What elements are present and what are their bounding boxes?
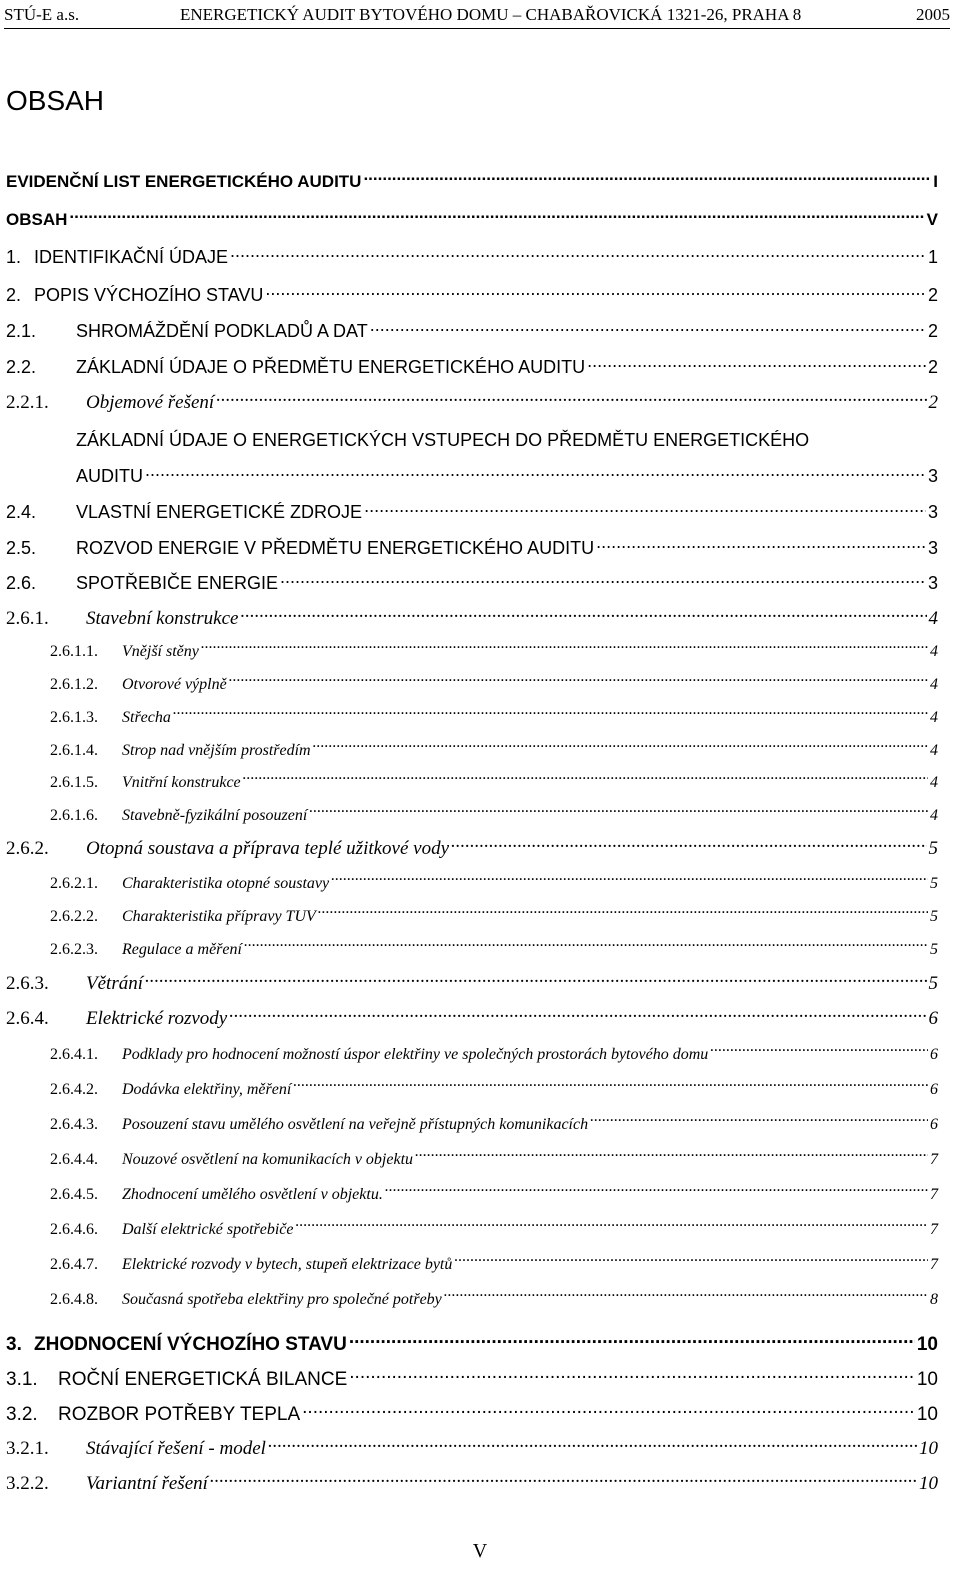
toc-entry-title: Variantní řešení xyxy=(86,1473,208,1494)
toc-entry-title: Otopná soustava a příprava teplé užitkové vody xyxy=(86,838,450,859)
toc-entry[interactable] xyxy=(6,497,938,527)
toc-dot-leader xyxy=(451,835,926,854)
toc-entry-number: 2.6.1.2. xyxy=(50,676,98,693)
toc-entry-title: Charakteristika otopné soustavy xyxy=(122,875,330,892)
toc-entry-number: 2.6.2.2. xyxy=(50,908,98,925)
toc-entry-number: 2.6.1.4. xyxy=(50,742,98,759)
toc-entry-number: 2.6.1.1. xyxy=(50,643,98,660)
toc-entry-number: 2.6.1.6. xyxy=(50,807,98,824)
toc-entry-page-number: 2 xyxy=(927,285,938,305)
toc-entry-number: 2.6.2.3. xyxy=(50,941,98,958)
toc-entry-title: Objemové řešení xyxy=(86,392,215,413)
header-company: STÚ-E a.s. xyxy=(4,5,80,24)
toc-entry-number: 3. xyxy=(6,1334,22,1355)
toc-entry-number: 2.6.1.5. xyxy=(50,774,98,791)
toc-entry[interactable] xyxy=(6,969,938,999)
toc-entry[interactable] xyxy=(6,1365,938,1395)
toc-entry-page-number: 4 xyxy=(930,774,938,791)
toc-entry[interactable] xyxy=(50,1285,938,1315)
toc-entry-page-number: 7 xyxy=(930,1221,938,1238)
toc-entry-title: Dodávka elektřiny, měření xyxy=(122,1081,292,1098)
toc-dot-leader xyxy=(596,536,926,554)
toc-entry[interactable] xyxy=(6,316,938,346)
toc-entry[interactable] xyxy=(50,637,938,667)
header-year: 2005 xyxy=(916,5,950,24)
toc-entry[interactable] xyxy=(50,1110,938,1140)
toc-entry[interactable] xyxy=(50,1075,938,1105)
toc-dot-leader xyxy=(145,464,926,482)
toc-entry-page-number: 8 xyxy=(930,1291,938,1308)
toc-dot-leader xyxy=(293,1078,928,1094)
page-number-footer: V xyxy=(472,1540,488,1562)
toc-entry-number: 2.6.4.3. xyxy=(50,1116,98,1133)
toc-entry-number: 3.2. xyxy=(6,1404,38,1425)
toc-entry-title: EVIDENČNÍ LIST ENERGETICKÉHO AUDITU xyxy=(6,172,362,191)
toc-entry-page-number: 5 xyxy=(930,908,938,925)
toc-dot-leader xyxy=(268,1435,917,1454)
toc-dot-leader xyxy=(280,571,926,589)
toc-entry[interactable] xyxy=(6,1330,938,1360)
toc-entry[interactable] xyxy=(50,801,938,831)
page-title: OBSAH xyxy=(6,85,105,116)
toc-entry-title: Posouzení stavu umělého osvětlení na veřejně přístupných komunikacích xyxy=(122,1116,589,1133)
toc-entry-number: 2.6. xyxy=(6,573,37,593)
toc-entry-title: Současná spotřeba elektřiny pro společné potřeby xyxy=(122,1291,442,1308)
toc-entry-title: Větrání xyxy=(86,973,143,994)
toc-entry-number: 2.4. xyxy=(6,502,37,522)
toc-entry-number: 2.6.4.1. xyxy=(50,1046,98,1063)
toc-entry-page-number: 2 xyxy=(928,392,938,413)
toc-entry-number: 2.6.3. xyxy=(6,973,49,994)
toc-dot-leader xyxy=(265,283,926,301)
toc-entry-page-number: 7 xyxy=(930,1256,938,1273)
toc-entry-page-number: 10 xyxy=(919,1438,938,1459)
toc-entry-title: Strop nad vnějším prostředím xyxy=(122,742,311,759)
toc-dot-leader xyxy=(201,640,928,656)
toc-dot-leader xyxy=(454,1253,928,1269)
toc-dot-leader xyxy=(210,1470,917,1489)
toc-entry[interactable] xyxy=(50,1215,938,1245)
toc-entry[interactable] xyxy=(6,242,938,272)
toc-entry[interactable] xyxy=(6,604,938,634)
toc-entry-title: Elektrické rozvody xyxy=(86,1008,228,1029)
toc-entry[interactable] xyxy=(50,768,938,798)
toc-dot-leader xyxy=(349,1331,915,1350)
toc-entry-title: VLASTNÍ ENERGETICKÉ ZDROJE xyxy=(76,502,363,522)
toc-entry-page-number: 7 xyxy=(930,1151,938,1168)
toc-entry[interactable] xyxy=(50,670,938,700)
toc-entry[interactable] xyxy=(6,280,938,310)
toc-entry-page-number: 3 xyxy=(927,538,938,558)
toc-entry[interactable] xyxy=(6,388,938,418)
toc-entry-title: Stavebně-fyzikální posouzení xyxy=(122,807,308,824)
toc-entry-title: Stávající řešení - model xyxy=(86,1438,266,1459)
toc-entry-title: IDENTIFIKAČNÍ ÚDAJE xyxy=(34,247,229,267)
toc-dot-leader xyxy=(364,500,926,518)
toc-entry-page-number: 6 xyxy=(930,1081,938,1098)
toc-dot-leader xyxy=(318,905,928,921)
toc-dot-leader xyxy=(173,706,928,722)
toc-entry-page-number: 4 xyxy=(930,742,938,759)
toc-entry-page-number: 5 xyxy=(928,838,938,859)
toc-entry-title: Elektrické rozvody v bytech, stupeň elektrizace bytů xyxy=(122,1256,453,1273)
toc-entry[interactable] xyxy=(6,205,938,235)
toc-dot-leader xyxy=(309,804,928,820)
toc-dot-leader xyxy=(710,1043,928,1059)
toc-entry-number: 2.6.4.5. xyxy=(50,1186,98,1203)
toc-dot-leader xyxy=(69,208,924,225)
toc-dot-leader xyxy=(216,389,926,408)
toc-entry-page-number: 10 xyxy=(919,1473,938,1494)
toc-dot-leader xyxy=(145,970,927,989)
toc-entry-page-number: 10 xyxy=(916,1404,938,1425)
toc-entry-title-continued: AUDITU xyxy=(76,466,143,486)
toc-entry[interactable] xyxy=(50,703,938,733)
toc-dot-leader xyxy=(313,739,928,755)
toc-entry-title: Stavební konstrukce xyxy=(86,608,239,629)
toc-entry[interactable] xyxy=(76,461,938,491)
toc-entry[interactable] xyxy=(6,167,938,197)
toc-entry-number: 2.6.4. xyxy=(6,1008,49,1029)
toc-entry-number: 2.1. xyxy=(6,321,37,341)
toc-entry[interactable] xyxy=(50,935,938,965)
toc-dot-leader xyxy=(230,245,926,263)
header-document-title: ENERGETICKÝ AUDIT BYTOVÉHO DOMU – CHABAŘOVICKÁ 1321-26, PRAHA 8 xyxy=(180,5,802,24)
toc-entry[interactable] xyxy=(6,1400,938,1430)
toc-entry[interactable] xyxy=(50,1250,938,1280)
toc-entry-number: 2.6.1.3. xyxy=(50,709,98,726)
toc-entry-title: Vnitřní konstrukce xyxy=(122,774,241,791)
toc-entry[interactable] xyxy=(6,533,938,563)
toc-dot-leader xyxy=(244,938,928,954)
toc-entry-page-number: 3 xyxy=(927,466,938,486)
toc-dot-leader xyxy=(444,1288,928,1304)
toc-entry-number: 2.2. xyxy=(6,357,37,377)
toc-entry[interactable] xyxy=(50,1040,938,1070)
toc-entry-page-number: 10 xyxy=(916,1369,938,1390)
toc-entry-number: 2.6.2.1. xyxy=(50,875,98,892)
toc-entry[interactable] xyxy=(50,869,938,899)
toc-entry-page-number: 1 xyxy=(927,247,938,267)
toc-entry-page-number: 6 xyxy=(930,1116,938,1133)
toc-entry[interactable] xyxy=(6,568,938,598)
toc-entry-number: 2.6.4.6. xyxy=(50,1221,98,1238)
toc-entry[interactable] xyxy=(6,1469,938,1499)
toc-dot-leader xyxy=(229,1005,926,1024)
toc-entry[interactable] xyxy=(50,1145,938,1175)
toc-entry-page-number: 4 xyxy=(930,676,938,693)
toc-entry-page-number: 4 xyxy=(928,608,938,629)
toc-entry-page-number: 6 xyxy=(930,1046,938,1063)
toc-entry-page-number: 6 xyxy=(928,1008,938,1029)
toc-entry-number: 2.6.1. xyxy=(6,608,49,629)
toc-entry-page-number: 4 xyxy=(930,643,938,660)
toc-entry-number: 2.6.4.8. xyxy=(50,1291,98,1308)
toc-entry-page-number: 4 xyxy=(930,709,938,726)
toc-entry-title: ZHODNOCENÍ VÝCHOZÍHO STAVU xyxy=(34,1334,347,1355)
toc-entry[interactable] xyxy=(50,736,938,766)
toc-entry-number: 3.2.2. xyxy=(6,1473,49,1494)
toc-entry-number: 3.2.1. xyxy=(6,1438,49,1459)
toc-entry-page-number: 2 xyxy=(927,357,938,377)
toc-entry-page-number: I xyxy=(933,172,938,191)
toc-entry-number: 2.5. xyxy=(6,538,37,558)
toc-entry-number: 2.6.4.4. xyxy=(50,1151,98,1168)
toc-entry-title: Střecha xyxy=(122,709,171,726)
toc-dot-leader xyxy=(331,872,928,888)
toc-dot-leader xyxy=(415,1148,928,1164)
toc-dot-leader xyxy=(229,673,928,689)
toc-entry-title: ROČNÍ ENERGETICKÁ BILANCE xyxy=(58,1369,348,1390)
toc-entry-title: OBSAH xyxy=(6,210,68,229)
toc-entry[interactable] xyxy=(6,834,938,864)
toc-entry-page-number: 2 xyxy=(927,321,938,341)
toc-entry-title: ROZVOD ENERGIE V PŘEDMĚTU ENERGETICKÉHO AUDITU xyxy=(76,538,595,558)
toc-entry-title: ZÁKLADNÍ ÚDAJE O PŘEDMĚTU ENERGETICKÉHO AUDITU xyxy=(76,357,586,377)
toc-entry-title: Podklady pro hodnocení možností úspor elektřiny ve společných prostorách bytového domu xyxy=(122,1046,709,1063)
toc-entry-title: Charakteristika přípravy TUV xyxy=(122,908,316,925)
toc-entry-page-number: 4 xyxy=(930,807,938,824)
toc-entry[interactable] xyxy=(6,1434,938,1464)
running-header xyxy=(4,2,950,29)
toc-entry-page-number: 10 xyxy=(916,1334,938,1355)
toc-entry-title: ROZBOR POTŘEBY TEPLA xyxy=(58,1404,301,1425)
toc-dot-leader xyxy=(349,1366,915,1385)
toc-dot-leader xyxy=(363,170,931,187)
toc-entry-page-number: 7 xyxy=(930,1186,938,1203)
toc-entry-number: 3.1. xyxy=(6,1369,38,1390)
toc-dot-leader xyxy=(385,1183,928,1199)
toc-entry[interactable] xyxy=(50,902,938,932)
toc-entry-title: Regulace a měření xyxy=(122,941,242,958)
toc-dot-leader xyxy=(587,355,926,373)
toc-entry-number: 2.6.4.7. xyxy=(50,1256,98,1273)
toc-entry[interactable] xyxy=(50,1180,938,1210)
toc-entry-title: Vnější stěny xyxy=(122,643,199,660)
toc-entry-number: 2.2.1. xyxy=(6,392,49,413)
toc-entry-page-number: 3 xyxy=(927,502,938,522)
toc-entry-title: SHROMÁŽDĚNÍ PODKLADŮ A DAT xyxy=(76,321,368,341)
toc-dot-leader xyxy=(240,605,926,624)
toc-entry-title: POPIS VÝCHOZÍHO STAVU xyxy=(34,285,264,305)
toc-entry-number: 2. xyxy=(6,285,22,305)
toc-entry-title: Otvorové výplně xyxy=(122,676,227,693)
toc-entry-title: Nouzové osvětlení na komunikacích v objektu xyxy=(122,1151,414,1168)
toc-entry-page-number: 5 xyxy=(928,973,938,994)
toc-dot-leader xyxy=(302,1401,915,1420)
toc-entry-number: 2.6.4.2. xyxy=(50,1081,98,1098)
toc-entry-title: SPOTŘEBIČE ENERGIE xyxy=(76,573,279,593)
toc-dot-leader xyxy=(243,771,928,787)
toc-entry-page-number: 3 xyxy=(927,573,938,593)
toc-entry-number: 1. xyxy=(6,247,22,267)
toc-entry[interactable] xyxy=(6,1004,938,1034)
toc-dot-leader xyxy=(590,1113,928,1129)
toc-entry-title: ZÁKLADNÍ ÚDAJE O ENERGETICKÝCH VSTUPECH DO PŘEDMĚTU ENERGETICKÉHO xyxy=(76,430,810,450)
toc-entry-title: Zhodnocení umělého osvětlení v objektu. xyxy=(122,1186,383,1203)
toc-entry-page-number: 5 xyxy=(930,941,938,958)
toc-entry-page-number: 5 xyxy=(930,875,938,892)
toc-dot-leader xyxy=(296,1218,929,1234)
toc-entry-page-number: V xyxy=(926,210,938,229)
toc-dot-leader xyxy=(370,319,926,337)
toc-entry-number: 2.6.2. xyxy=(6,838,49,859)
toc-entry-title: Další elektrické spotřebiče xyxy=(122,1221,294,1238)
toc-entry[interactable] xyxy=(6,352,938,382)
